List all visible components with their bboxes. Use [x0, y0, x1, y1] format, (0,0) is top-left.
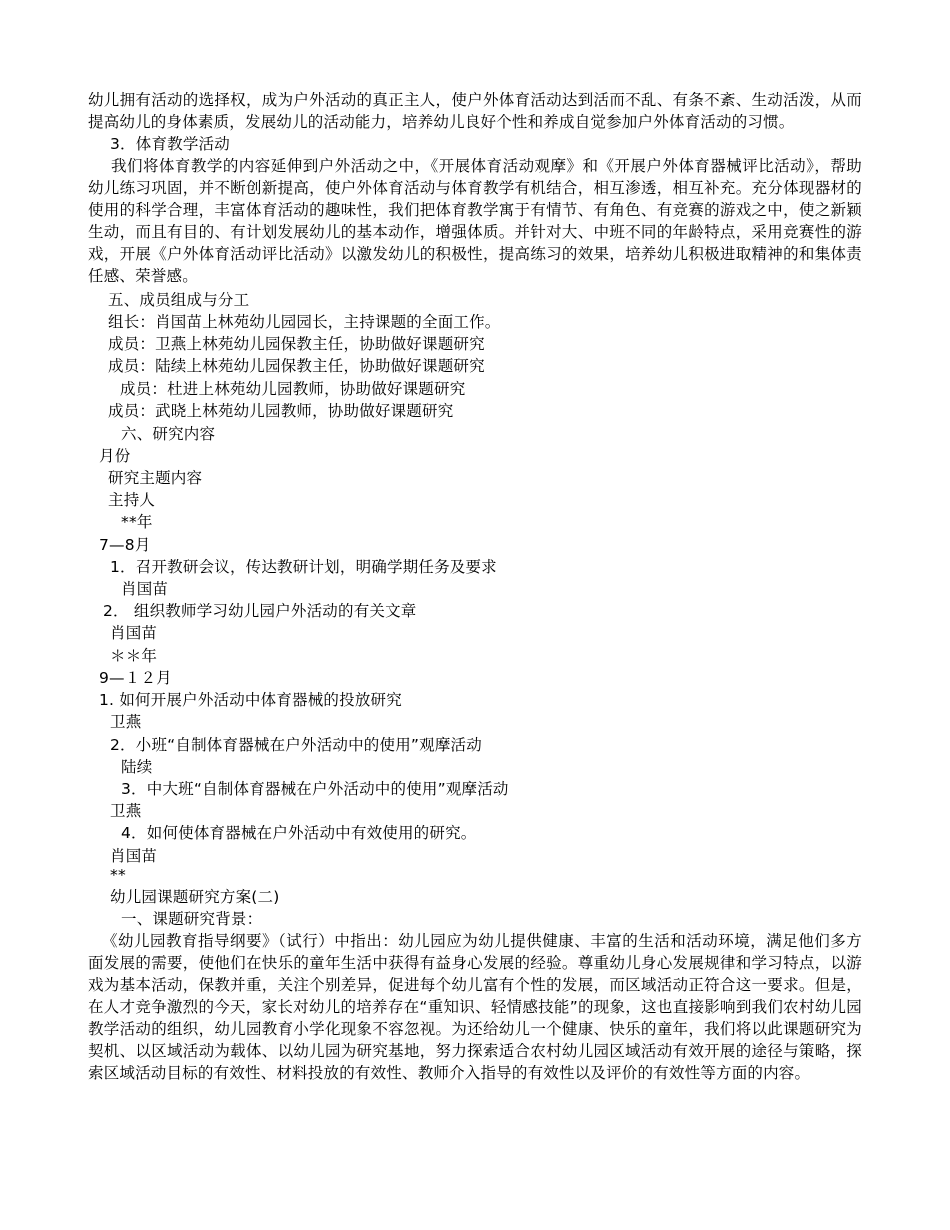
member-line: 成员：武晓上林苑幼儿园教师，协助做好课题研究 [108, 402, 454, 420]
plan-item-topic: 2． 组织教师学习幼儿园户外活动的有关文章 [103, 602, 417, 620]
period-label: 9—１２月 [99, 669, 172, 687]
plan2-section1-paragraph: 《幼儿园教育指导纲要》（试行）中指出：幼儿园应为幼儿提供健康、丰富的生活和活动环境，满足他们多方面发展的需要，使他们在快乐的童年生活中获得有益身心发展的经验。尊重幼儿身心发展规律和学习特点，以游戏为基本活动，保教并重，关注个别差异，促进每个幼儿富有个性的发展，而区域活动正符合这一要求。但是，在人才竞争激烈的今天，家长对幼儿的培养存在“重知识、轻情感技能”的现象，这也直接影响到我们农村幼儿园教学活动的组织，幼儿园教育小学化现象不容忽视。为还给幼儿一个健康、快乐的童年，我们将以此课题研究为契机、以区域活动为载体、以幼儿园为研究基地，努力探索适合农村幼儿园区域活动有效开展的途径与策略，探索区域活动目标的有效性、材料投放的有效性、教师介入指导的有效性以及评价的有效性等方面的内容。 [88, 932, 862, 1082]
plan-item-topic: 1. 如何开展户外活动中体育器械的投放研究 [99, 691, 402, 709]
member-line: 成员：卫燕上林苑幼儿园保教主任，协助做好课题研究 [108, 335, 485, 353]
section3-heading: 3．体育教学活动 [110, 135, 230, 153]
plan-item-host: 卫燕 [110, 802, 142, 820]
year-label: **年 [121, 513, 153, 531]
table-header-month: 月份 [99, 447, 131, 465]
period-label: 7—8月 [99, 536, 151, 554]
member-line: 成员：杜进上林苑幼儿园教师，协助做好课题研究 [120, 380, 466, 398]
plan-item-host: 卫燕 [110, 713, 142, 731]
table-header-host: 主持人 [108, 491, 156, 509]
plan-item-host: 肖国苗 [121, 580, 169, 598]
plan-item-host: 肖国苗 [110, 847, 158, 865]
table-header-topic: 研究主题内容 [108, 469, 203, 487]
intro-paragraph: 幼儿拥有活动的选择权，成为户外活动的真正主人，使户外体育活动达到活而不乱、有条不紊、生动活泼，从而提高幼儿的身体素质，发展幼儿的活动能力，培养幼儿良好个性和养成自觉参加户外体育活动的习惯。 [88, 91, 862, 131]
section3-paragraph: 我们将体育教学的内容延伸到户外活动之中，《开展体育活动观摩》和《开展户外体育器械评比活动》，帮助幼儿练习巩固，并不断创新提高，使户外体育活动与体育教学有机结合，相互渗透，相互补充。充分体现器材的使用的科学合理，丰富体育活动的趣味性，我们把体育教学寓于有情节、有角色、有竞赛的游戏之中，使之新颖生动，而且有目的、有计划发展幼儿的基本动作，增强体质。并针对大、中班不同的年龄特点，采用竞赛性的游戏，开展《户外体育活动评比活动》以激发幼儿的积极性，提高练习的效果，培养幼儿积极进取精神的和集体责任感、荣誉感。 [88, 157, 862, 285]
plan2-title: 幼儿园课题研究方案(二) [110, 888, 280, 906]
plan2-section1-heading: 一、课题研究背景： [121, 910, 263, 928]
plan-item-topic: 4．如何使体育器械在户外活动中有效使用的研究。 [121, 824, 477, 842]
year-label: ＊＊年 [110, 647, 158, 665]
trailing-mark: ** [110, 866, 126, 884]
plan-item-host: 陆续 [121, 758, 153, 776]
plan-item-topic: 3．中大班“自制体育器械在户外活动中的使用”观摩活动 [121, 780, 509, 798]
section6-heading: 六、研究内容 [121, 425, 216, 443]
member-line: 组长：肖国苗上林苑幼儿园园长，主持课题的全面工作。 [108, 313, 501, 331]
member-line: 成员：陆续上林苑幼儿园保教主任，协助做好课题研究 [108, 357, 485, 375]
plan-item-topic: 2．小班“自制体育器械在户外活动中的使用”观摩活动 [110, 736, 482, 754]
plan-item-host: 肖国苗 [110, 624, 158, 642]
section5-heading: 五、成员组成与分工 [108, 291, 250, 309]
plan-item-topic: 1．召开教研会议，传达教研计划，明确学期任务及要求 [110, 558, 497, 576]
